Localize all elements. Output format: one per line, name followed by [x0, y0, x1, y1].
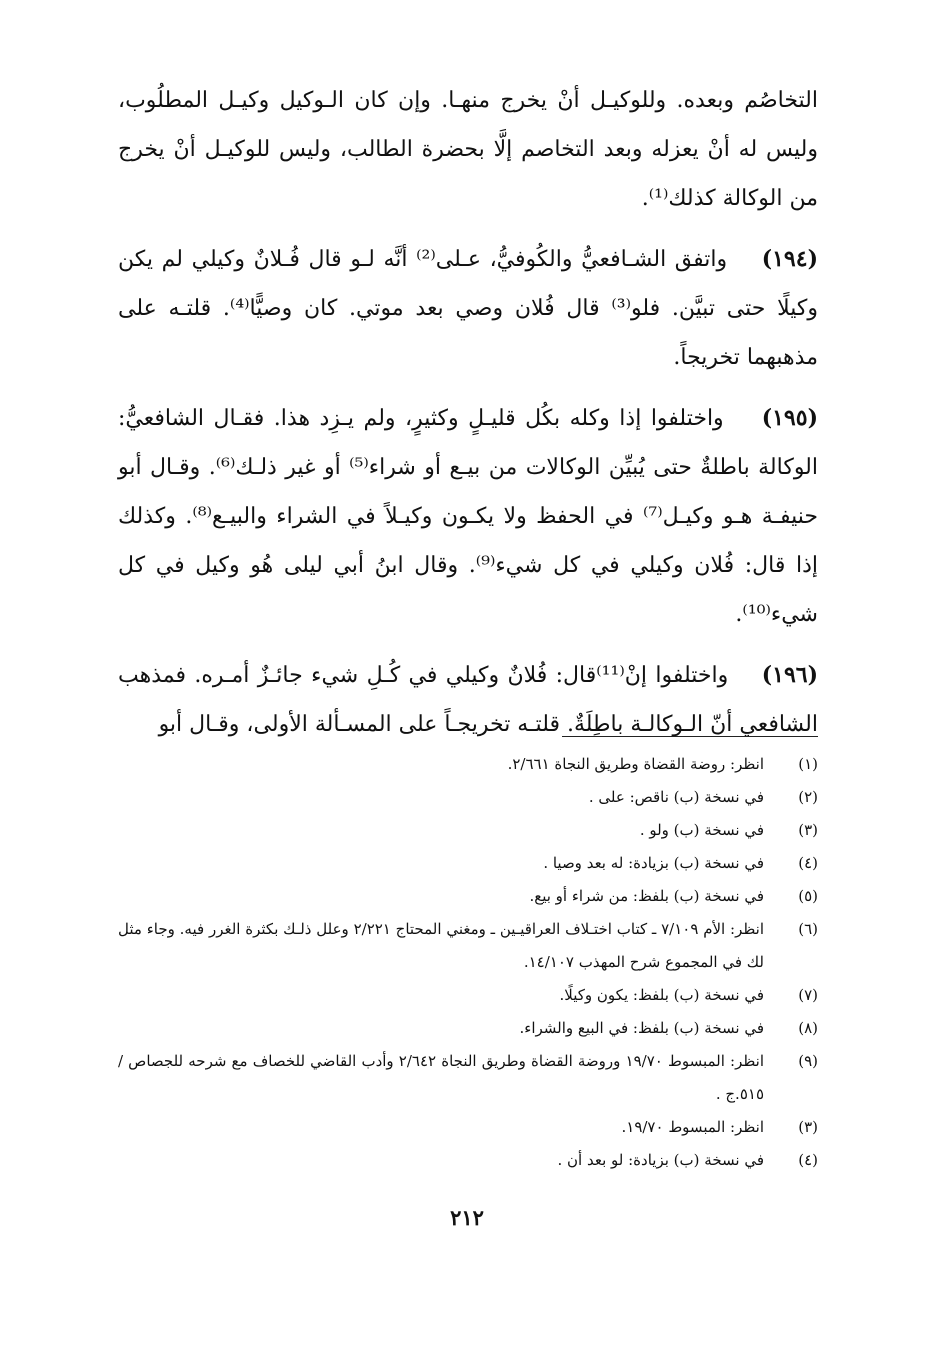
- paragraph-195: [118, 394, 818, 639]
- footnote-number: (٧): [798, 986, 818, 1004]
- paragraph-intro: [118, 76, 818, 223]
- footnote-number: (٦): [798, 920, 818, 938]
- footnote-text: انظر: روضة القضاة وطريق النجاة ٢/٦٦١.: [507, 755, 764, 773]
- footnote-number: (٣): [798, 1118, 818, 1136]
- footnote: [118, 913, 818, 979]
- footnotes: [118, 748, 818, 1177]
- footnote-text: في نسخة (ب) بلفظ: في البيع والشراء.: [519, 1019, 764, 1037]
- footnote: [118, 880, 818, 913]
- footnote-text: انظر: المبسوط ١٩/٧٠.: [621, 1118, 764, 1136]
- footnote-number: (٩): [798, 1052, 818, 1070]
- paragraph-text: واتفق الشـافعيُّ والكُوفيُّ، عـلى⁽²⁾ أنَّه لـو قال فُـلانٌ وكيلي لم يكن وكيلًا حتى تبيَّن. فلو⁽³⁾ قال فُلان وصي بعد موتي. كان وصيًّا⁽⁴⁾. قلتـه على مذهبهما تخريجاً.: [118, 247, 818, 370]
- paragraph-196: [118, 651, 818, 749]
- footnote: [118, 1045, 818, 1111]
- footnote: [118, 781, 818, 814]
- footnote-text: في نسخة (ب) بزيادة: لو بعد أن .: [557, 1151, 764, 1169]
- footnote-text: في نسخة (ب) بلفظ: يكون وكيلًا.: [559, 986, 764, 1004]
- footnote-text: في نسخة (ب) ناقص: على .: [588, 788, 764, 806]
- main-text: [118, 76, 818, 761]
- paragraph-number: (١٩٥): [761, 405, 818, 431]
- footnote-text: انظر: الأم ٧/١٠٩ ـ كتاب اختـلاف العراقيـين ـ ومغني المحتاج ٢/٢٢١ وعلل ذلـك بكثرة الغرر فيه. وجاء مثل لك في المجموع شرح المهذب ١٤/١٠٧.: [118, 920, 764, 971]
- paragraph-text: واختلفوا إنْ⁽¹¹⁾قال: فُلانٌ وكيلي في كُـلِ شيء جائـزٌ أمـره. فمذهب الشافعي أنّ الـوكالـة باطِلَةٌ. قلتـه تخريجـاً على المسـألة الأولى، وقـال أبو: [118, 663, 818, 737]
- footnote: [118, 1012, 818, 1045]
- footnote: [118, 847, 818, 880]
- footnote-text: في نسخة (ب) بلفظ: من شراء أو بيع.: [529, 887, 764, 905]
- footnote-number: (٣): [798, 821, 818, 839]
- footnote-text: في نسخة (ب) ولو .: [639, 821, 764, 839]
- paragraph-number: (١٩٤): [761, 246, 818, 272]
- footnote-number: (٢): [798, 788, 818, 806]
- footnote: [118, 748, 818, 781]
- footnote-separator: [562, 736, 818, 737]
- footnote: [118, 1111, 818, 1144]
- footnote-number: (٨): [798, 1019, 818, 1037]
- footnote: [118, 814, 818, 847]
- paragraph-text: التخاصُم وبعده. وللوكيـل أنْ يخرج منهـا. وإن كان الـوكيل وكيـل المطلُوب، وليس له أنْ يعزله وبعد التخاصم إلَّا بحضرة الطالب، وليس للوكيـل أنْ يخرج من الوكالة كذلك⁽¹⁾.: [118, 88, 818, 211]
- footnote: [118, 979, 818, 1012]
- paragraph-text: واختلفوا إذا وكله بكُل قليـلٍ وكثيرٍ، ولم يـزِد هذا. فقـال الشافعيُّ: الوكالة باطلةٌ حتى يُبيِّن الوكالات من بيـع أو شراء⁽⁵⁾ أو غير ذلـك⁽⁶⁾. وقـال أبو حنيفـة هـو وكيـل⁽⁷⁾ في الحفظ ولا يكـون وكيـلاً في الشراء والبيـع⁽⁸⁾. وكذلك إذا قال: فُلان وكيلي في كل شيء⁽⁹⁾. وقال ابنُ أبي ليلى هُو وكيل في كل شيء⁽¹⁰⁾.: [118, 406, 819, 627]
- footnote-text: في نسخة (ب) بزيادة: له بعد وصيا .: [543, 854, 764, 872]
- footnote-number: (٤): [798, 1151, 818, 1169]
- footnote-number: (٤): [798, 854, 818, 872]
- page-number: ٢١٢: [450, 1205, 484, 1230]
- footnote: [118, 1144, 818, 1177]
- footnote-text: انظر: المبسوط ١٩/٧٠ وروضة القضاة وطريق النجاة ٢/٦٤٢ وأدب القاضي للخصاف مع شرحه للجصاص /٥١٥.ج .: [118, 1052, 765, 1103]
- paragraph-194: [118, 235, 818, 382]
- paragraph-number: (١٩٦): [761, 662, 818, 688]
- footnote-number: (٥): [798, 887, 818, 905]
- footnote-number: (١): [798, 755, 818, 773]
